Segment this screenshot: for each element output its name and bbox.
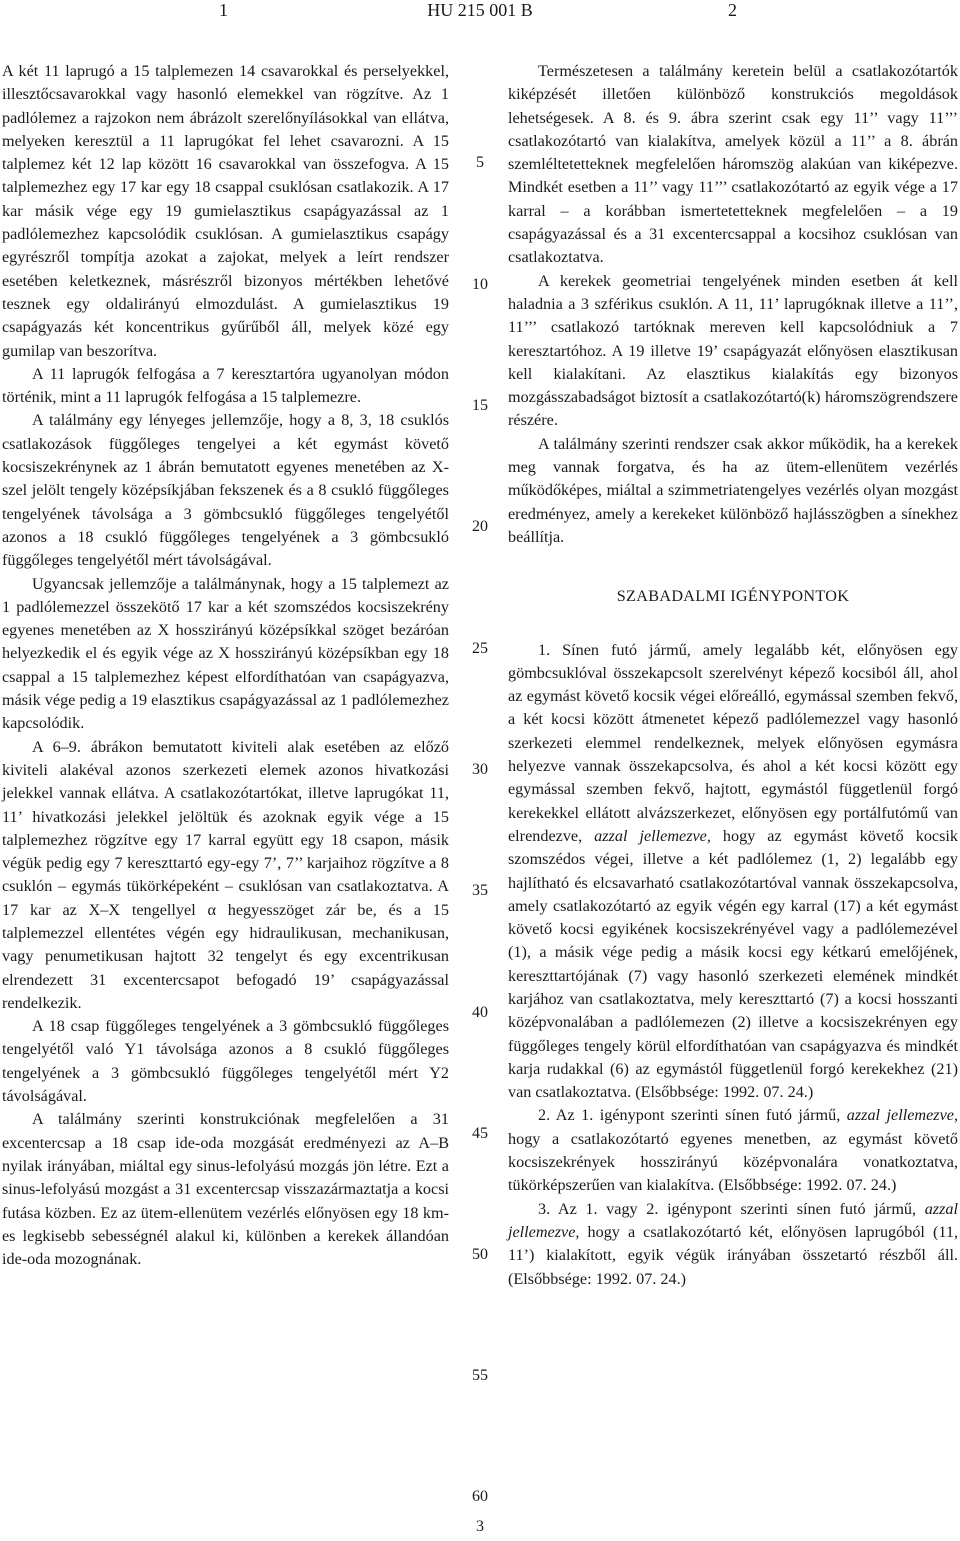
paragraph: Természetesen a találmány keretein belül a csatlakozótartók kiképzését illetően különböző konstrukciós megoldások lehetségesek. A 8. és 9. ábra szerint csak egy 11’’ vagy 11’’’ csatlakozótartó van kialakítva, amelyek közül a 11’’ a 8. ábrán szemléltetetteknek megfelelően háromszög alakúan van kiképezve. Mindkét esetben a 11’’ vagy 11’’’ csatlakozótartó az egyik vége a 17 karral – a korábban ismertetetteknek megfelelően – a 19 csapágyazással és a 31 excentercsappal a kocsihoz csuklósan van csatlakoztatva.	[508, 62, 958, 267]
left-column	[2, 60, 449, 1271]
patent-id: HU 215 001 B	[427, 0, 533, 20]
paragraph: A találmány szerinti rendszer csak akkor működik, ha a kerekek meg vannak forgatva, és ha az ütem-ellenütem vezérlés működőképes, miáltal a szimmetriatengelyes vezérlés olyan mozgást eredményez, amely a kerekeket különböző hajlásszögben a sínekhez beállítja.	[508, 434, 958, 546]
paragraph: A találmány szerinti konstrukciónak megfelelően a 31 excentercsap a 18 csap ide-oda mozgását eredményezi az A–B nyilak irányában, miáltal egy sinus-lefolyású mozgás jön létre. Ezt a sinus-lefolyású mozgást a 31 excentercsap visszazármaztatja a kocsi futása közben. Ez az ütem-ellenütem vezérlés előnyösen egy 18 km-es legkisebb sebességnél alakul ki, különben a kerekek állandóan ide-oda mozognának.	[2, 1110, 449, 1269]
claim-emphasis: azzal jellemezve,	[508, 1199, 958, 1241]
page-number-left: 1	[219, 0, 228, 20]
claim-emphasis: azzal jellemezve,	[594, 826, 711, 845]
claim-3: 3. Az 1. vagy 2. igénypont szerinti sínen futó jármű, azzal jellemezve, hogy a csatlakozótartó két, előnyösen laprugóból (11, 11’) kialakított, egyik végük irányában összetartó részből áll. (Elsőbbsége: 1992. 07. 24.)	[508, 1199, 959, 1288]
right-column	[508, 60, 958, 1291]
line-number: 40	[472, 1004, 488, 1021]
paragraph: A találmány egy lényeges jellemzője, hogy a 8, 3, 18 csuklós csatlakozások függőleges tengelyei a két egymást követő kocsiszekrénynek az 1 ábrán bemutatott egyenes menetében az X-szel jelölt tengely középsíkjában fekszenek és a 8 csukló függőleges tengelyének távolsága a 3 gömbcsukló függőleges tengelyétől azonos a 18 csukló függőleges tengelyének a 3 gömbcsukló függőleges tengelyétől mért távolságával.	[2, 411, 449, 570]
line-number: 30	[472, 761, 488, 778]
line-number: 20	[472, 518, 488, 535]
line-number: 55	[472, 1367, 488, 1384]
line-number: 15	[472, 397, 488, 414]
paragraph: Ugyancsak jellemzője a találmánynak, hogy a 15 talplemezt az 1 padlólemezzel összekötő 17 kar a két szomszédos kocsiszekrény egyenes menetében az X hosszirányú középsíkkal szöget bezáróan helyezkedik el és egyik vége az X hosszirányú középsíkban egy 18 csappal a 15 talplemezhez képest elfordíthatóan van csapágyazva, másik vége pedig a 19 elasztikus csapágyazással az 1 padlólemezhez kapcsolódik.	[2, 574, 449, 733]
line-number: 60	[472, 1488, 488, 1505]
paragraph: A két 11 laprugó a 15 talplemezen 14 csavarokkal és perselyekkel, illesztőcsavarokkal vagy hasonló elemekkel van rögzítve. Az 1 padlólemez a rajzokon nem ábrázolt szerelőnyílásokkal van ellátva, melyeken keresztül a 11 laprugókat fel lehet csavarozni. A 15 talplemez két 12 lap között 16 csavarokkal van összefogva. A 15 talplemezhez egy 17 kar egy 18 csappal csuklósan csatlakozik. A 17 kar másik vége egy 19 gumielasztikus csapágyazással az 1 padlólemezhez kapcsolódik csuklósan. A gumielasztikus csapágy egyrészről tompítja azokat a zajokat, melyek a leírt rendszer esetében keletkeznek, másrészről bizonyos mértékben lehetővé tesznek egy oldalirányú elmozdulást. A gumielasztikus 19 csapágyazás két koncentrikus gyűrűből áll, melyek közé egy gumilap van beszorítva.	[2, 62, 449, 360]
page-footer	[0, 1518, 960, 1536]
page-number-right: 2	[728, 0, 737, 20]
paragraph: A 11 laprugók felfogása a 7 keresztartóra ugyanolyan módon történik, mint a 11 laprugók felfogása a 15 talplemezre.	[2, 364, 449, 407]
line-number: 45	[472, 1125, 488, 1142]
line-number: 5	[476, 154, 484, 171]
paragraph: A 18 csap függőleges tengelyének a 3 gömbcsukló függőleges tengelyétől való Y1 távolsága azonos a 8 csukló függőleges tengelyének a 3 gömbcsukló függőleges tengelyétől mért Y2 távolságával.	[2, 1017, 449, 1106]
paragraph: A kerekek geometriai tengelyének minden esetben át kell haladnia a 3 szférikus csuklón. A 11, 11’ laprugóknak illetve a 11’’, 11’’’ csatlakozó tartóknak mereven kell kapcsolódniuk a 7 keresztartóhoz. A 19 illetve 19’ csapágyazát előnyösen elasztikusan kell kialakítani. Az elasztikus kialakítás egy bizonyos mozgásszabadságot biztosít a csatlakozótartó(k) háromszögrendszere részére.	[508, 271, 958, 430]
line-number: 35	[472, 882, 488, 899]
footer-page-number: 3	[476, 1518, 484, 1535]
line-number: 10	[472, 276, 488, 293]
page-header	[0, 0, 960, 24]
claim-emphasis: azzal jellemezve,	[846, 1106, 959, 1125]
paragraph: A 6–9. ábrákon bemutatott kiviteli alak esetében az előző kiviteli alakéval azonos szerkezeti elemek azonos hivatkozási jelekkel vannak ellátva. A csatlakozótartókat, illetve laprugókat 11, 11’ hivatkozási jelekkel jelöltük és azoknak egyik vége a 15 talplemezhez rögzítve egy 17 karral együtt egy 18 csapon, másik végük pedig egy 7 kereszttartó egy-egy 7’, 7’’ karjaihoz rögzítve a 8 csuklón – egymás tükörképeként – csuklósan van csatlakoztatva. A 17 kar az X–X tengellyel α hegyesszöget zár be, és a 15 talplemezzel ellentétes végén egy hidraulikusan, mechanikusan, vagy penumetikusan hajtott 32 tengelyt és egy excentrikusan elrendezett 31 excentercsapot befogadó 19’ csapágyazással rendelkezik.	[2, 737, 449, 1012]
line-number: 25	[472, 640, 488, 657]
line-number: 50	[472, 1246, 488, 1263]
claims-heading: SZABADALMI IGÉNYPONTOK	[616, 587, 850, 606]
claim-2: 2. Az 1. igénypont szerinti sínen futó jármű, azzal jellemezve, hogy a csatlakozótartó egyenes menetben, az egymást követő kocsiszekrények hosszirányú középvonalára vonatkoztatva, tükörképszerűen van kialakítva. (Elsőbbsége: 1992. 07. 24.)	[508, 1106, 959, 1195]
claim-1: 1. Sínen futó jármű, amely legalább két, előnyösen egy gömbcsuklóval összekapcsolt szerelvényt képező kocsiból áll, ahol az egymást követő kocsik végei előreálló, egymással szemben fekvő, a két kocsi között átmenetet képező padlólemezzel vagy hasonló szerkezeti elemmel rendelkeznek, melyek előnyösen egymásra helyezve vannak összekapcsolva, és ahol a két kocsi között egy egymással szemben fekvő, hajtott, egymástól függetlenül forgó kerekekkel ellátott alvázszerkezet, előnyösen egy portálfutómű van elrendezve, azzal jellemezve, hogy az egymást követő kocsik szomszédos végei, illetve a két padlólemez (1, 2) legalább egy hajlítható és elcsavarható csatlakozótartóval vannak összekapcsolva, amely csatlakozótartó az egyik végén egy karral (17) a két egymást követő kocsi egyikének kocsiszekrényével vagy a padlólemezével (1), a másik vége pedig a másik kocsi egy kétkarú emelőjének, kereszttartójának (7) vagy hasonló szerkezeti elemének mindkét karjához van csatlakoztatva, mely kereszttartó (7) a kocsi hosszanti középvonalában a padlólemezen (2) illetve a kocsiszekrényen egy függőleges tengely körül elfordíthatóan van csapágyazva és mindkét karja rudakkal (6) az egymástól függetlenül forgó kerekekhez (21) van csatlakoztatva. (Elsőbbsége: 1992. 07. 24.)	[508, 640, 958, 1102]
